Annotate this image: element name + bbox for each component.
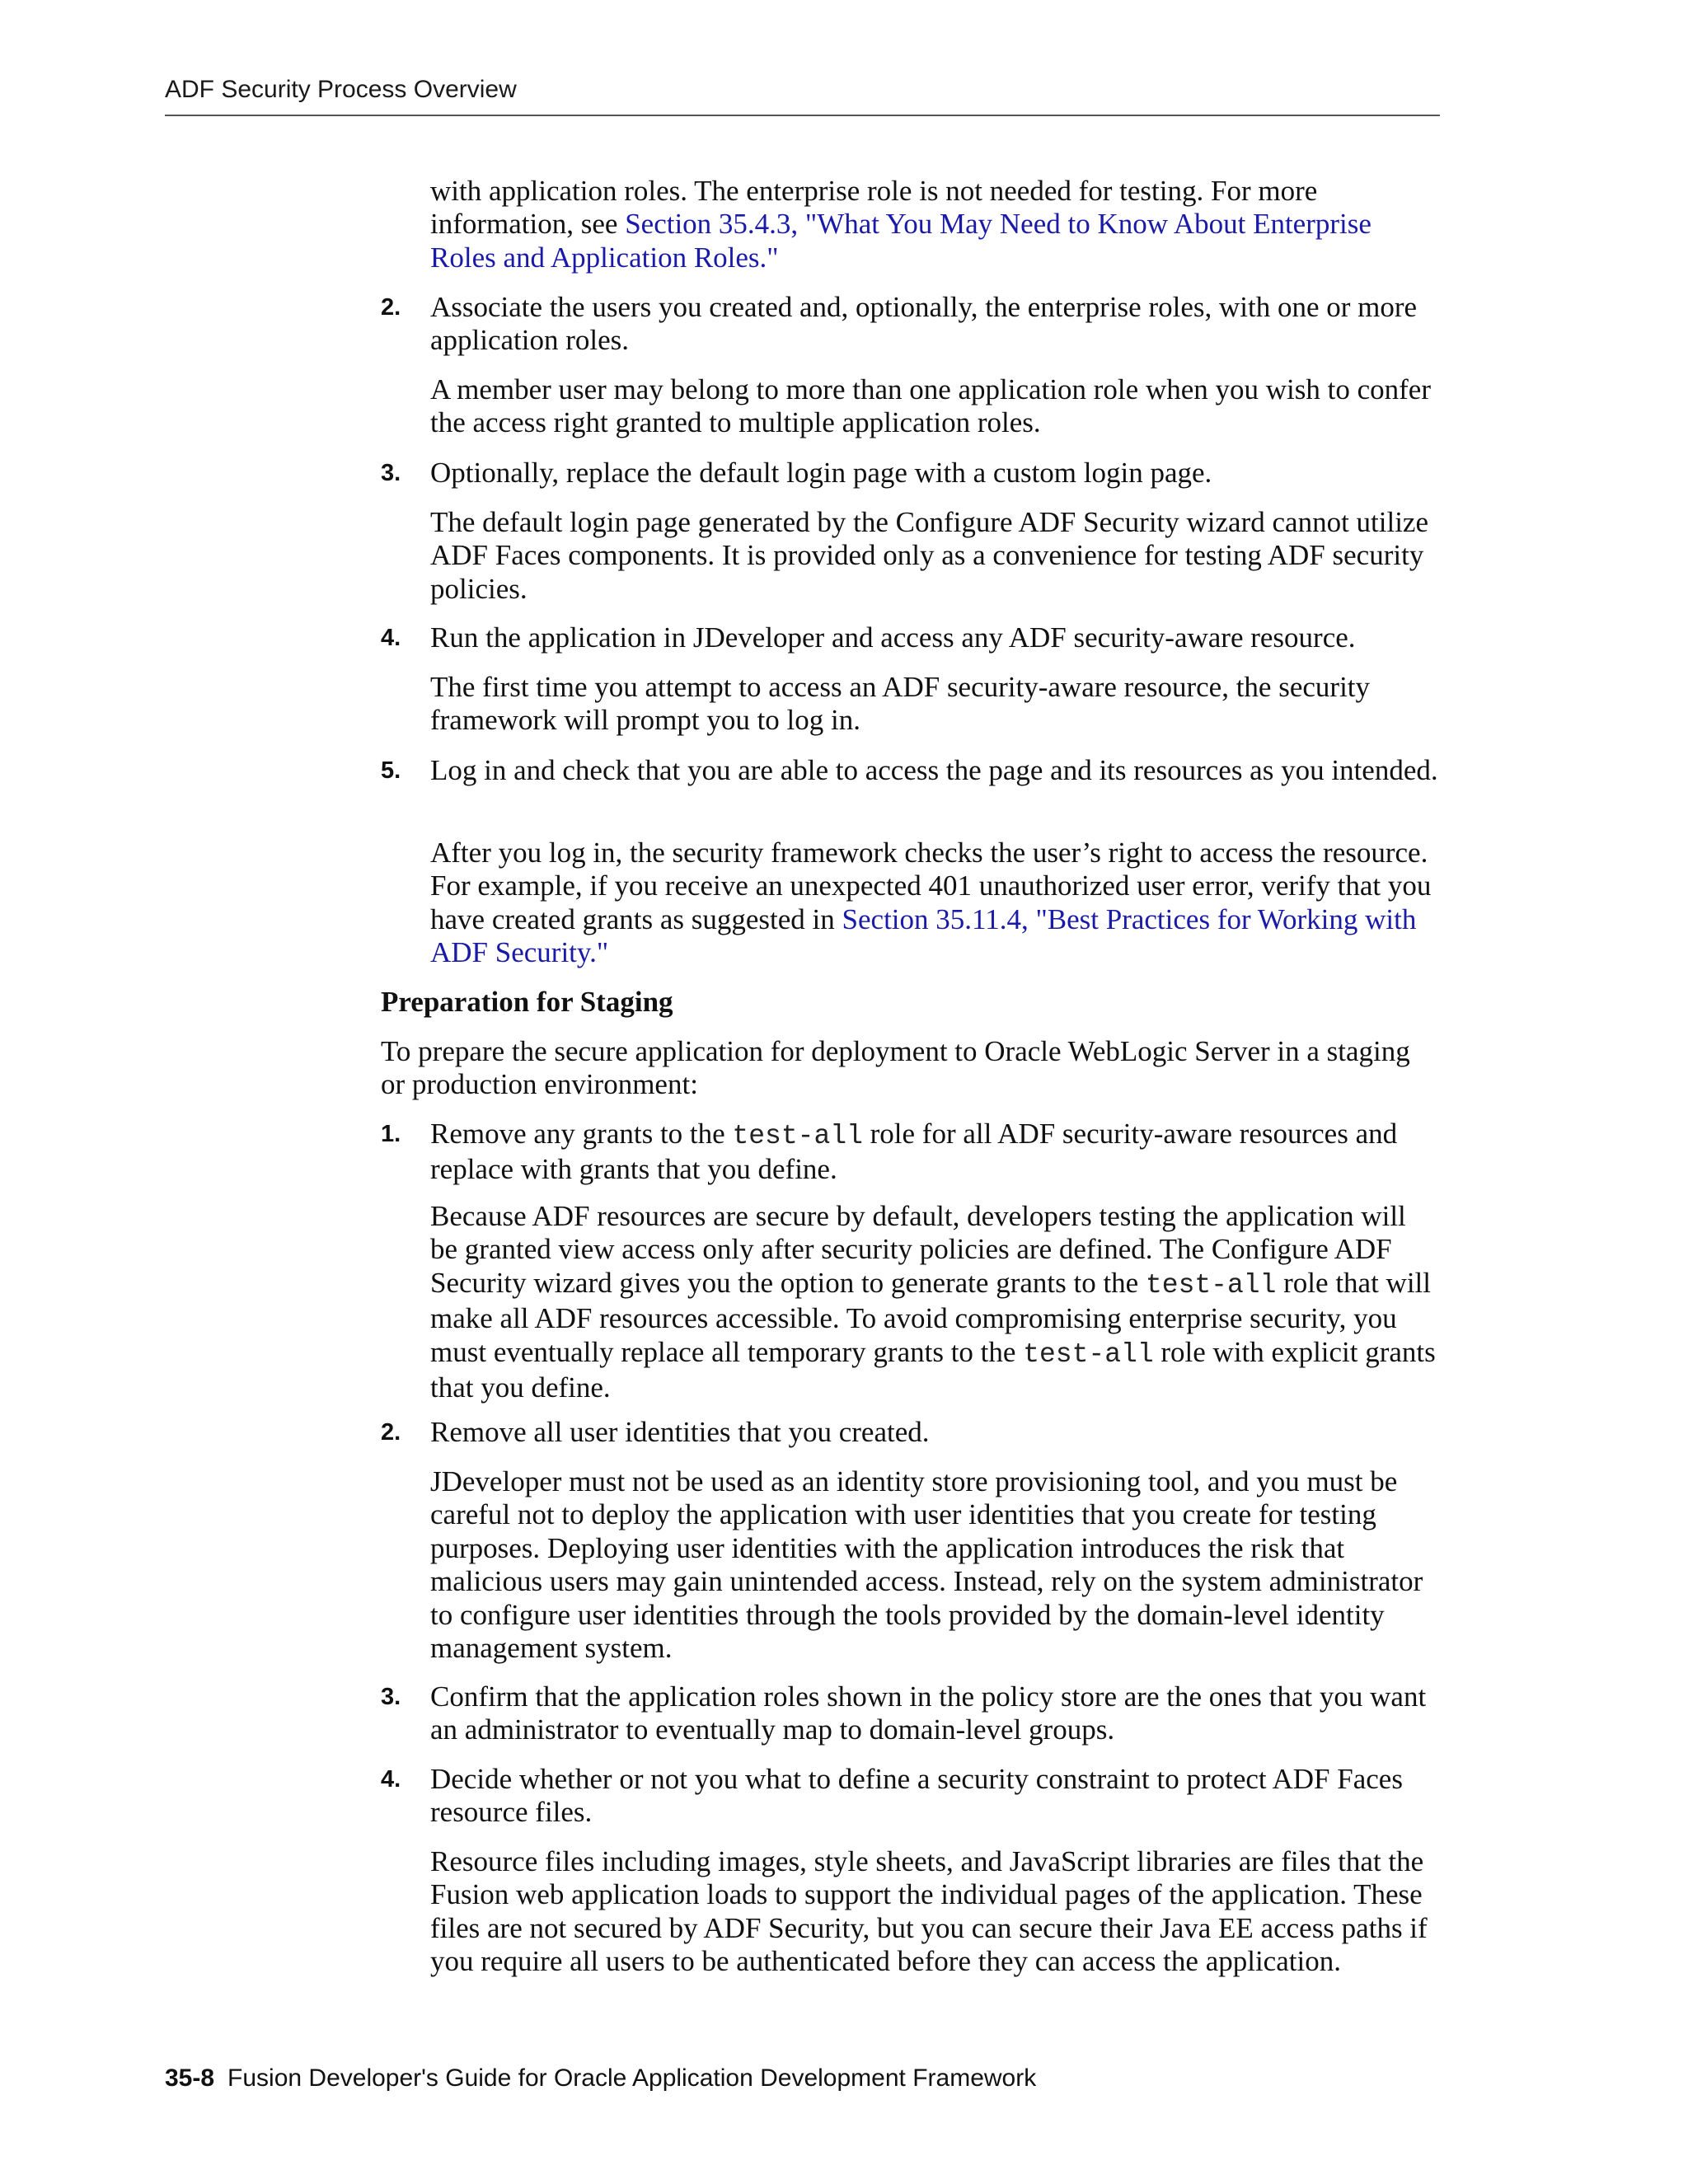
step-detail: Resource files including images, style sheets, and JavaScript libraries are files that the Fusion web application loads to support the individual pages of the application. These files are not secured by ADF Security, but you can secure their Java EE access paths if you require all users to be authenticated before they can access the application. (430, 1845, 1428, 1978)
header-divider (165, 115, 1440, 116)
step-detail: JDeveloper must not be used as an identity store provisioning tool, and you must be careful not to deploy the application with user identities that you create for testing purposes. Deploying user identities with the application introduces the risk that malicious users may gain unintended access. Instead, rely on the system administrator to configure user identities through the tools provided by the domain-level identity management system. (430, 1465, 1423, 1665)
step-detail-text: role with explicit grants that you define. (430, 1335, 1436, 1404)
step-text: Optionally, replace the default login page with a custom login page. (430, 457, 1212, 489)
step-detail (430, 1200, 1439, 1404)
cross-reference-link[interactable]: Section 35.11.4, "Best Practices for Working with ADF Security." (430, 902, 1417, 969)
step-text: Associate the users you created and, optionally, the enterprise roles, with one or more application roles. (430, 291, 1418, 357)
step-detail-text: Because ADF resources are secure by default, developers testing the application will be granted view access only after security policies are defined. The Configure ADF Security wizard gives you the option to generate grants to the (430, 1200, 1406, 1299)
section-heading: Preparation for Staging (381, 986, 673, 1018)
intro-paragraph (430, 175, 1439, 274)
step-detail: A member user may belong to more than one application role when you wish to confer the access right granted to multiple application roles. (430, 373, 1431, 439)
step-text-part: role for all ADF security-aware resources and replace with grants that you define. (430, 1118, 1398, 1186)
step-detail (430, 837, 1439, 970)
step-number: 2. (381, 1419, 401, 1446)
step-text-part: Remove any grants to the (430, 1118, 733, 1150)
step-text: Run the application in JDeveloper and access any ADF security-aware resource. (430, 621, 1356, 654)
cross-reference-link[interactable]: Section 35.4.3, "What You May Need to Know About Enterprise Roles and Application Roles." (430, 208, 1372, 274)
step-detail-text: role that will make all ADF resources accessible. To avoid compromising enterprise security, you must eventually replace all temporary grants to the (430, 1266, 1432, 1368)
step-text (430, 1118, 1439, 1187)
step-text: Log in and check that you are able to access the page and its resources as you intended. (430, 754, 1438, 786)
code-term: test-all (1145, 1269, 1277, 1301)
page-footer (165, 2064, 1036, 2093)
step-number: 4. (381, 1766, 401, 1793)
code-term: test-all (1023, 1338, 1154, 1370)
step-text: Remove all user identities that you created. (430, 1416, 930, 1448)
step-detail: The default login page generated by the Configure ADF Security wizard cannot utilize ADF Faces components. It is provided only as a convenience for testing ADF security policies. (430, 506, 1429, 605)
section-intro: To prepare the secure application for deployment to Oracle WebLogic Server in a staging or production environment: (381, 1035, 1410, 1101)
code-term: test-all (732, 1121, 863, 1151)
step-number: 4. (381, 625, 401, 651)
intro-text: with application roles. The enterprise role is not needed for testing. For more information, see (430, 175, 1318, 241)
step-text: Confirm that the application roles shown in the policy store are the ones that you want an administrator to eventually map to domain-level groups. (430, 1680, 1427, 1746)
step-number: 3. (381, 460, 401, 486)
step-detail-text: After you log in, the security framework checks the user’s right to access the resource. For example, if you receive an unexpected 401 unauthorized user error, verify that you have created grants as suggested in (430, 837, 1432, 935)
step-number: 2. (381, 294, 401, 321)
step-number: 1. (381, 1121, 401, 1147)
step-detail: The first time you attempt to access an ADF security-aware resource, the security framework will prompt you to log in. (430, 671, 1371, 737)
step-number: 5. (381, 757, 401, 784)
running-header: ADF Security Process Overview (165, 76, 517, 103)
step-number: 3. (381, 1684, 401, 1710)
step-text: Decide whether or not you what to define a security constraint to protect ADF Faces resource files. (430, 1763, 1403, 1829)
page-number: 35-8 (165, 2064, 215, 2092)
book-title: Fusion Developer's Guide for Oracle Application Development Framework (227, 2064, 1037, 2092)
